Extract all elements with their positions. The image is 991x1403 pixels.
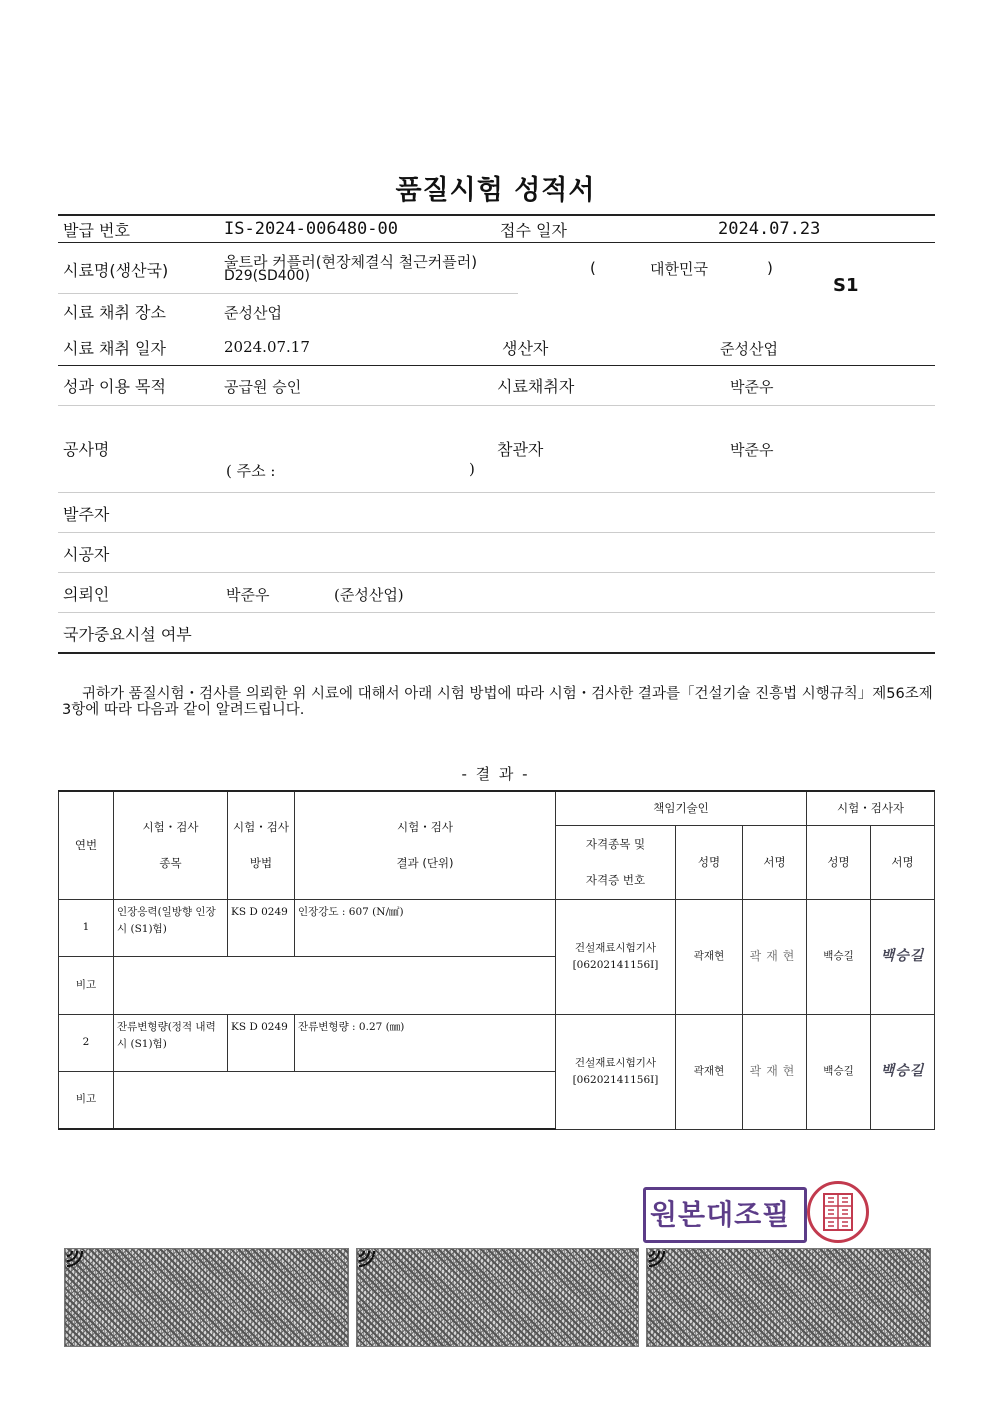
row-tester-name: 백승길: [807, 899, 871, 1014]
sampling-date: 2024.07.17: [224, 338, 310, 356]
row-no: 1: [59, 899, 114, 956]
row-item: 인장응력(일방향 인장 시 (S1)험): [114, 899, 228, 956]
col-tester-sign: 서명: [871, 825, 935, 899]
col-eng-sign: 서명: [743, 825, 807, 899]
row-engineer-name: 곽재현: [676, 1014, 743, 1129]
country-paren-open: (: [590, 259, 596, 277]
witness-label: 참관자: [497, 440, 544, 459]
col-qual-top: 자격종목 및: [585, 837, 646, 851]
license-number: [06202141156I]: [572, 958, 659, 971]
receipt-date-label: 접수 일자: [500, 221, 567, 240]
col-result: [295, 791, 556, 899]
row-method: KS D 0249: [228, 1014, 295, 1071]
sample-tag: S1: [833, 275, 859, 296]
results-table: [58, 790, 935, 1130]
signature: 백승길: [880, 1062, 925, 1079]
license-number: [06202141156I]: [572, 1073, 659, 1086]
requester-company: (준성산업): [334, 586, 404, 604]
issue-no: IS-2024-006480-00: [224, 219, 398, 239]
col-tester: 시험・검사자: [807, 791, 935, 825]
col-tester-name: 성명: [807, 825, 871, 899]
certified-copy-stamp-text: 원본대조필: [650, 1198, 791, 1231]
requester: 박준우: [226, 586, 270, 604]
col-item-top: 시험・검사: [142, 820, 199, 835]
rule: [58, 293, 518, 294]
row-tester-name: 백승길: [807, 1014, 871, 1129]
rule: [58, 365, 935, 366]
sampling-place: 준성산업: [224, 304, 282, 322]
producer-label: 생산자: [502, 339, 549, 358]
col-no: 연번: [59, 791, 114, 899]
col-item-bottom: 종목: [159, 856, 182, 871]
orderer-label: 발주자: [63, 505, 110, 524]
rule: [58, 652, 935, 654]
remark-value: [114, 956, 556, 1014]
results-title: - 결 과 -: [461, 765, 530, 783]
producer: 준성산업: [720, 340, 778, 358]
qualification-name: 건설재료시험기사: [574, 1056, 657, 1069]
national-facility-label: 국가중요시설 여부: [63, 625, 192, 644]
row-item: 잔류변형량(정적 내력시 (S1)험): [114, 1014, 228, 1071]
issue-no-label: 발급 번호: [63, 221, 130, 240]
document-title: 품질시험 성적서: [395, 175, 596, 206]
sampler-label: 시료채취자: [497, 377, 575, 396]
col-qual-bottom: 자격증 번호: [585, 873, 646, 887]
table-row: [59, 899, 935, 956]
sample-name-label: 시료명(생산국): [63, 261, 169, 280]
purpose: 공급원 승인: [224, 378, 302, 396]
row-result: 인장강도 : 607 (N/㎟): [295, 899, 556, 956]
row-engineer-name: 곽재현: [676, 899, 743, 1014]
remark-label: 비고: [59, 956, 114, 1014]
barcode-icon: [356, 1248, 639, 1347]
rule: [58, 214, 935, 216]
sampling-place-label: 시료 채취 장소: [63, 303, 166, 322]
receipt-date: 2024.07.23: [718, 219, 821, 239]
witness: 박준우: [730, 441, 774, 459]
remark-label: 비고: [59, 1071, 114, 1129]
col-eng-name: 성명: [676, 825, 743, 899]
notice-paragraph: 귀하가 품질시험・검사를 의뢰한 위 시료에 대해서 아래 시험 방법에 따라 시험・검사한 결과를「건설기술 진흥법 시행규칙」제56조제3항에 따라 다음과 같이 알려드립니다.: [62, 686, 933, 718]
sampler: 박준우: [730, 378, 774, 396]
rule: [58, 405, 935, 406]
row-method: KS D 0249: [228, 899, 295, 956]
row-qualification: [556, 899, 676, 1014]
rule: [58, 532, 935, 533]
row-engineer-signature: [743, 899, 807, 1014]
requester-label: 의뢰인: [63, 585, 110, 604]
col-engineer: 책임기술인: [556, 791, 807, 825]
signature: 곽재현: [749, 948, 800, 963]
row-tester-signature: [871, 899, 935, 1014]
row-qualification: [556, 1014, 676, 1129]
country: 대한민국: [650, 260, 708, 278]
sampling-date-label: 시료 채취 일자: [63, 339, 166, 358]
row-no: 2: [59, 1014, 114, 1071]
col-item: [114, 791, 228, 899]
table-row: [59, 1014, 935, 1071]
sample-name-line2: D29(SD400): [224, 268, 310, 284]
official-seal-icon: [807, 1181, 869, 1243]
project-label: 공사명: [63, 440, 110, 459]
barcode-icon: [64, 1248, 349, 1347]
barcode-icon: [646, 1248, 931, 1347]
row-tester-signature: [871, 1014, 935, 1129]
rule: [58, 492, 935, 493]
row-engineer-signature: [743, 1014, 807, 1129]
rule: [58, 242, 935, 243]
contractor-label: 시공자: [63, 545, 110, 564]
purpose-label: 성과 이용 목적: [63, 377, 166, 396]
col-method: [228, 791, 295, 899]
row-result: 잔류변형량 : 0.27 (㎜): [295, 1014, 556, 1071]
col-method-top: 시험・검사: [233, 820, 289, 835]
col-result-top: 시험・검사: [397, 820, 453, 835]
country-paren-close: ): [767, 259, 773, 277]
qualification-name: 건설재료시험기사: [574, 941, 657, 954]
col-result-bottom: 결과 (단위): [396, 856, 454, 871]
col-method-bottom: 방법: [249, 856, 273, 871]
rule: [58, 612, 935, 613]
col-qualification: [556, 825, 676, 899]
remark-value: [114, 1071, 556, 1129]
sample-name-line1: 울트라 커플러(현장체결식 철근커플러): [224, 253, 478, 271]
signature: 백승길: [880, 947, 925, 964]
signature: 곽재현: [749, 1063, 800, 1078]
address-label: ( 주소 :: [226, 462, 276, 480]
address-close: ): [469, 460, 475, 478]
rule: [58, 572, 935, 573]
